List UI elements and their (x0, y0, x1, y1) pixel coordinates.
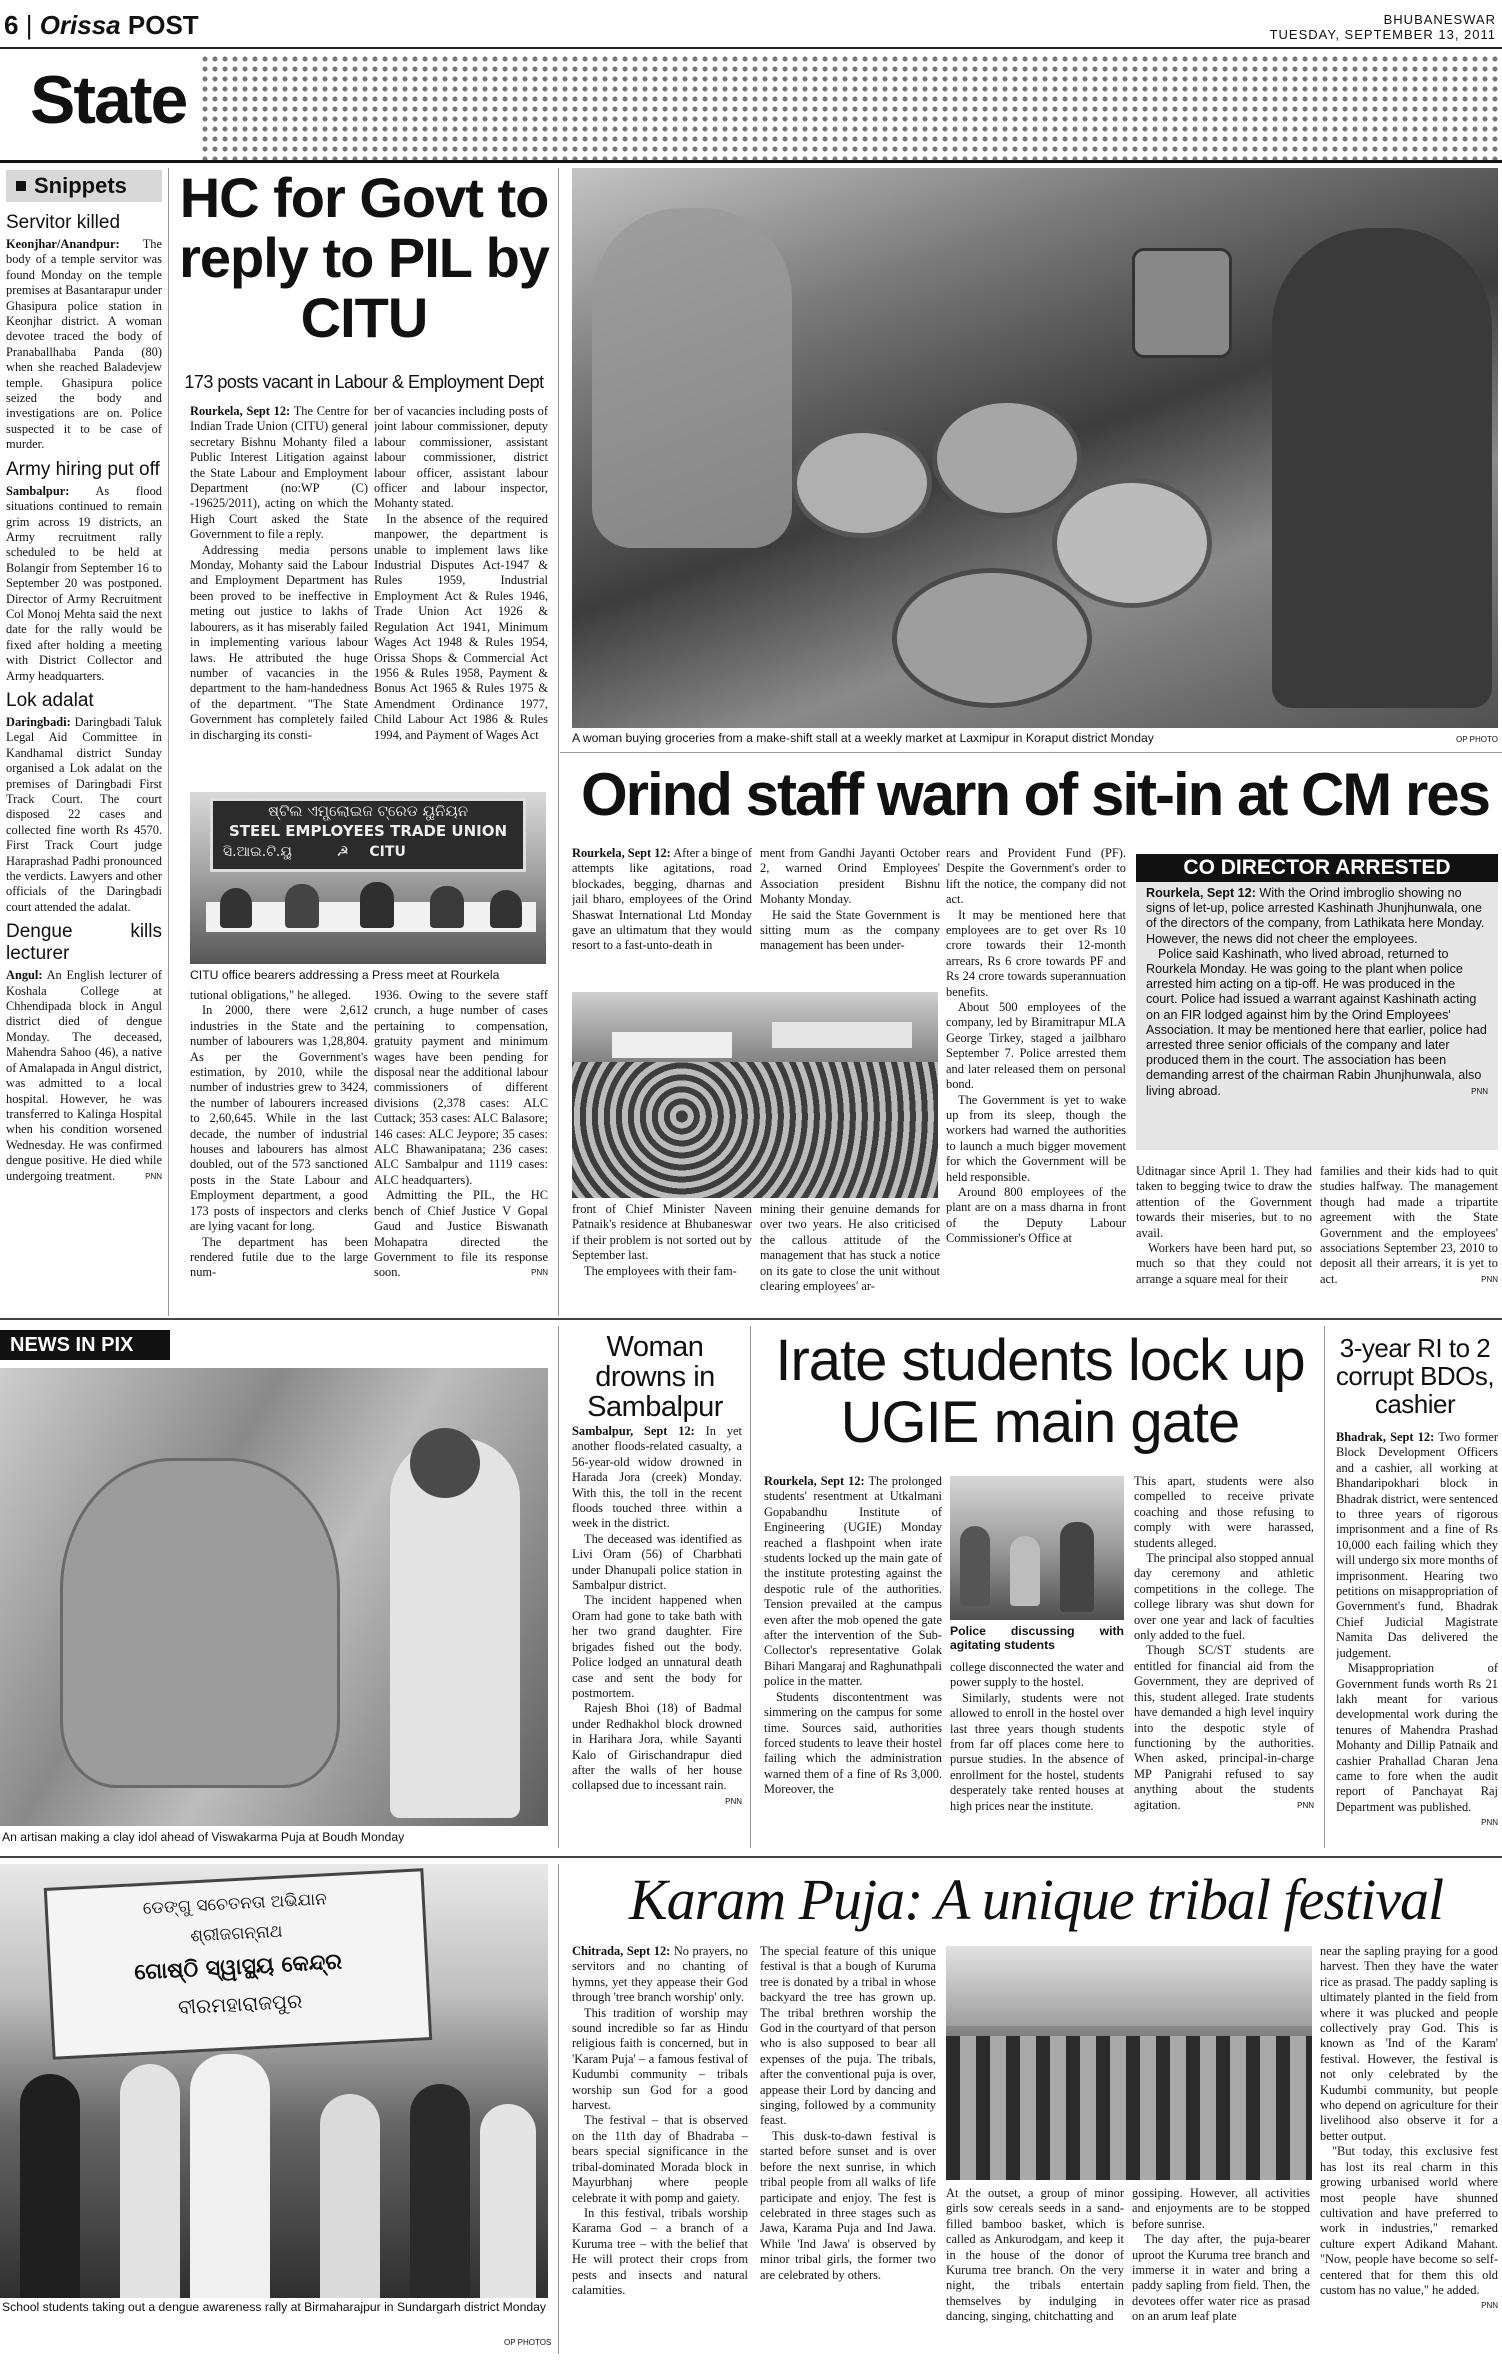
co-box-dateline: Rourkela, Sept 12: (1146, 886, 1256, 900)
crowd (572, 1062, 938, 1198)
city-name: BHUBANESWAR (1383, 12, 1496, 27)
karam-text: "But today, this exclusive fest has lost its real charm in this growing urbanised world where most people have shunned cultivation and have preferred to work in industries," remarked culture expert Adikand Mahant. "Now, people have become so self-centered that for them this old custom has no value," he added. (1320, 2144, 1498, 2297)
row-rule (560, 752, 1502, 753)
trees-background (946, 1946, 1312, 2026)
basket (792, 428, 932, 538)
agency-tag: PNN (1481, 2301, 1498, 2311)
clay-idol (60, 1458, 340, 1788)
snippet-headline: Servitor killed (6, 212, 121, 233)
hc-column-4 (374, 988, 548, 1304)
column-rule (1324, 1326, 1325, 1848)
orind-column-2 (760, 846, 940, 986)
co-director-box (1136, 854, 1498, 1150)
agency-tag: PNN (1297, 1800, 1314, 1810)
orind-text: He said the State Government is sitting mum as the company management has been under- (760, 907, 940, 953)
clay-idol-caption: An artisan making a clay idol ahead of Viswakarma Puja at Boudh Monday (2, 1830, 405, 1844)
snippet-text: The body of a temple servitor was found Monday on the temple premises at Basantarapur under Ghasipura police station in Keonjhar district. A woman devotee traced the body of Pranaballhaba Panda (80) when she reached Baladevjew temple. Ghasipura police seized the body and investigations are on. Police suspected it to be case of murder. (6, 237, 162, 452)
person-figure (430, 886, 464, 928)
orind-text: Workers have been hard put, so much so that they could not arrange a square meal for their (1136, 1241, 1312, 1286)
hc-dateline: Rourkela, Sept 12: (190, 404, 291, 418)
snippet-text: Daringbadi Taluk Legal Aid Committee in Kandhamal district Sunday organised a Lok adalat on the premises of Daringbadi First Track Court. The court disposed 22 cases and collected fine worth Rs 4570. First Track Court judge Haraprashad Padhi pronounced the verdicts. Lawyers and other officials of the Daringbadi court attended the adalat. (6, 714, 162, 914)
dateline-block (1270, 12, 1496, 42)
rally-banner-line-4: ବୀରମହାରାଜପୁର (177, 1988, 303, 2020)
section-title: State (30, 62, 187, 138)
karam-column-1 (572, 1944, 748, 2352)
irate-column-1 (764, 1474, 942, 1846)
tin-container (1132, 248, 1232, 358)
person-figure (360, 882, 394, 928)
karam-festival-photo (946, 1946, 1312, 2180)
placard (612, 1032, 732, 1058)
orind-column-5 (1320, 1164, 1498, 1306)
snippet-dateline: Daringbadi: (6, 714, 71, 729)
person-figure (1010, 1536, 1040, 1606)
student-figure (20, 2074, 80, 2298)
student-figure (120, 2064, 180, 2298)
top-rule (0, 47, 1502, 49)
hc-text: ber of vacancies including posts of joint labour commissioner, deputy labour commissioner, assistant labour commissioner, district labour officer, assistant labour officer and labour inspector, Mohanty stated. (374, 404, 548, 511)
photo-credit: OP PHOTO (1456, 735, 1498, 744)
irate-text: Students discontentment was simmering on the campus for some time. Sources said, authorities forced students to leave their hostel failing which the administration warned them of a fine of Rs 3,000. Moreover, the (764, 1689, 942, 1797)
hc-text: The Centre for Indian Trade Union (CITU) general secretary Bishnu Mohanty filed a Public Interest Litigation against the State Labour and Employment Department (no:WP (C) -19625/2011), acting on which the High Court asked the State Government to file a reply. (190, 404, 368, 542)
news-in-pix-label: NEWS IN PIX (0, 1330, 170, 1360)
rally-banner-line-3: ଗୋଷ୍ଠି ସ୍ୱାସ୍ଥ୍ୟ କେନ୍ଦ୍ର (133, 1949, 343, 1986)
basket (932, 398, 1082, 518)
orind-text: Uditnagar since April 1. They had taken to begging twice to draw the attention of the Government towards their miseries, but to no avail. (1136, 1164, 1312, 1240)
police-students-photo (950, 1476, 1124, 1620)
bdo-headline: 3-year RI to 2 corrupt BDOs, cashier (1335, 1333, 1495, 1419)
hc-column-3 (190, 988, 368, 1304)
irate-text: Though SC/ST students are entitled for financial aid from the Government, they are deprived of this, student alleged. Irate students have demanded a high level inquiry into the despotic style of functioning by the authorities. When asked, principal-in-charge MP Panigrahi refused to say anything about the students agitation. (1134, 1643, 1314, 1812)
karam-text: gossiping. However, all activities and enjoyments are to be stopped before sunrise. (1132, 2186, 1310, 2231)
snippet-headline: Lok adalat (6, 689, 94, 711)
student-figure (410, 2084, 470, 2298)
hc-column-2 (374, 404, 548, 784)
publication-name-suffix: POST (127, 10, 199, 40)
basket (1052, 478, 1212, 608)
karam-column-5 (1320, 1944, 1498, 2352)
hc-text: In the absence of the required manpower, the department is unable to implement laws like Industrial Disputes Act-1947 & Rules 1959, Industrial Employment Act & Rules 1946, Trade Union Act 1926 & Regulation Act 1941, Minimum Wages Act 1948 & Rules 1954, Orissa Shops & Commercial Act 1956 & Rules 1958, Payment & Bonus Act 1965 & Rules 1975 & Amendment Ordinance 1977, Child Labour Act 1986 & Rules 1994, and Payment of Wages Act (374, 511, 548, 742)
co-director-box-body (1136, 882, 1498, 1103)
hc-headline: HC for Govt to reply to PIL by CITU (179, 166, 549, 349)
teacher-figure (190, 2054, 270, 2298)
hc-deck: 173 posts vacant in Labour & Employment Dept (184, 372, 544, 392)
snippets-column (6, 208, 162, 1184)
basket (892, 568, 1092, 708)
orind-column-1 (572, 846, 752, 986)
bdo-text: Two former Block Development Officers and a cashier, all working at Bhandaripokhari block in Bhadrak district, were sentenced to three years of rigorous imprisonment and a fine of Rs 10,000 each failing which they will undergo six more months of imprisonment. Hearing two petitions on misappropriation of Government's fund, Bhadrak Chief Judicial Magistrate Namita Das delivered the judgement. (1336, 1430, 1498, 1660)
karam-text: In this festival, tribals worship Karama God – a branch of a Kuruma tree – with the belief that He will protect their crops from pests and insects and natural calamities. (572, 2205, 748, 2297)
irate-text: college disconnected the water and power supply to the hostel. (950, 1660, 1124, 1690)
karam-text: This dusk-to-dawn festival is started before sunset and is over before the next sunrise, in which tribal people from all walks of life participate and enjoy. The fest is celebrated in three stages such as Jawa, Karama Puja and Ind Jawa. While 'Ind Jawa' is observed by minor tribal girls, the former two are celebrated by others. (760, 2128, 936, 2282)
section-rule (0, 160, 1502, 163)
woman-figure (592, 208, 792, 548)
person-figure (285, 884, 319, 928)
woman-text: The incident happened when Oram had gone to take bath with her two grand daughter. Fire brigades fished out the body. Police lodged an unnatural death case and sent the body for postmortem. (572, 1593, 742, 1700)
karam-text: The day after, the puja-bearer uproot the Kuruma tree branch and immerse it in water and bring a paddy sapling from field. Then, the devotees offer water rice as prasad on an arum leaf plate (1132, 2232, 1310, 2324)
karam-column-2 (760, 1944, 936, 2352)
co-director-box-title: CO DIRECTOR ARRESTED (1136, 854, 1498, 882)
karam-dateline: Chitrada, Sept 12: (572, 1944, 671, 1958)
orind-text: It may be mentioned here that employees are to get over Rs 10 crore towards their 12-month arrears, Rs 6 crore towards PF and Rs 24 crore towards superannuation benefits. (946, 907, 1126, 999)
column-rule (558, 168, 559, 1316)
co-box-text: Police said Kashinath, who lived abroad, returned to Rourkela Monday. He was going to the plant when police arrested him acting on a tip-off. He was produced in the court. Police had issued a warrant against Kashinath acting on an FIR lodged against him by the Orind Employees' Association. It may be mentioned here that earlier, police had arrested three senior officials of the company and later produced them in the court. The association has been demanding arrest of the chairman Rabin Jhunjhunwala, also living abroad. (1146, 946, 1487, 1098)
placard (772, 1022, 912, 1048)
publication-name: Orissa (39, 10, 121, 40)
orind-text: families and their kids had to quit studies halfway. The management though had made a tripartite agreement with the State Government and the employees' associations September 23, 2010 to deposit all their arrears, it is yet to act. (1320, 1164, 1498, 1286)
karam-text: This tradition of worship may sound incredible so far as Hindu religious faith is concerned, but in 'Karam Puja' – a famous festival of Kudumbi community – tribals worship sun God for a good harvest. (572, 2005, 748, 2113)
bdo-text: Misappropriation of Government funds worth Rs 21 lakh meant for various developmental work during the tenures of Mahendra Prashad Mohanty and Dillip Patnaik and cashier Prahallad Charan Jena came to fore when the audit report of Panchayat Raj Department was published. (1336, 1661, 1498, 1814)
woman-text: The deceased was identified as Livi Oram (56) of Charbhati under Dhanupali police station in Sambalpur district. (572, 1531, 742, 1593)
woman-text: In yet another floods-related casualty, a 56-year-old widow drowned in Harada Jora (creek) Monday. With this, the toll in the recent floods touched three within a week in the district. (572, 1424, 742, 1531)
dengue-rally-photo (0, 1864, 548, 2298)
hc-column-1 (190, 404, 368, 784)
hc-text: 1936. Owing to the severe staff crunch, a huge number of cases pertaining to compensation, gratuity payment and minimum wages have been pending for disposal near the additional labour commissioners of different divisions (2,378 cases: ALC Cuttack; 353 cases: ALC Balasore; 146 cases: ALC Jeypore; 35 cases: ALC Bhawanipatana; 236 cases: ALC Sambalpur and 1119 cases: ALC headquarters). (374, 988, 548, 1187)
citu-banner-citu: CITU (369, 844, 406, 860)
orind-column-1b (572, 1202, 752, 1306)
karam-text: At the outset, a group of minor girls sow cereals seeds in a sand-filled bamboo basket, which is called as Ankurodgam, and keep it in the house of the donor of Kuruma tree branch. On the very night, the tribals entertain themselves by indulging in dancing, singing, chitchatting and (946, 2186, 1124, 2324)
orind-dharna-photo (572, 992, 938, 1198)
rally-banner-line-2: ଶ୍ରୀଜଗନ୍ନାଥ (189, 1921, 283, 1947)
karam-column-4 (1132, 2186, 1310, 2352)
hc-text: tutional obligations," he alleged. (190, 988, 351, 1002)
page-header: 6 | Orissa POST (4, 10, 199, 40)
karam-text: No prayers, no servitors and no chanting of hymns, yet they appease their God through 'tree branch worship' only. (572, 1944, 748, 2005)
snippet-text: As flood situations continued to remain grim across 19 districts, an Army recruitment rally scheduled to be held at Bolangir from September 16 to September 20 was postponed. Director of Army Recruitment Col Monoj Mehta said the next date for the rally would be fixed after holding a meeting with District Collector and Army headquarters. (6, 483, 162, 683)
agency-tag: PNN (1481, 1818, 1498, 1828)
orind-text: mining their genuine demands for over two years. He also criticised the callous attitude of the management that has stuck a notice on its gate to close the unit without clearing employees' ar- (760, 1202, 940, 1294)
orind-column-3 (946, 846, 1126, 1306)
agency-tag: PNN (145, 1171, 162, 1181)
snippet-text: An English lecturer of Koshala College at Chhendipada block in Angul district died of dengue Monday. The deceased, Mahendra Sahoo (46), a native of Amalapada in Angul district, was admitted to a local hospital. However, he was transferred to Kalinga Hospital when his condition worsened Wednesday. He was confirmed dengue positive. He died while undergoing treatment. (6, 968, 162, 1183)
snippet-dateline: Keonjhar/Anandpur: (6, 237, 120, 251)
woman-text: Rajesh Bhoi (18) of Badmal under Redhakhol block drowned in Harihara Jora, while Sayanti Kalo of Girischandrapur died after the walls of her house collapsed due to incessant rain. (572, 1701, 742, 1793)
karam-text: The festival – that is observed on the 11th day of Bhadraba – bears special significance in the tribal-dominated Morada block in Mayurbhanj where people celebrate it with pomp and gaiety. (572, 2113, 748, 2205)
karam-text: The special feature of this unique festival is that a bough of Kuruma tree is donated by a tribal in whose backyard the tree has grown up. The tribal brethren worship the God in the courtyard of that person who is also supposed to bear all expenses of the puja. The tribals, after the conventional puja is over, appease their Lord by dancing and singing, followed by a community feast. (760, 1944, 936, 2128)
snippet-headline: Army hiring put off (6, 458, 160, 480)
dot-pattern (200, 54, 1502, 160)
snippet-dateline: Sambalpur: (6, 483, 70, 498)
orind-text: rears and Provident Fund (PF). Despite the Government's order to lift the notice, the company did not act. (946, 846, 1126, 907)
hc-text: The department has been rendered futile due to the large num- (190, 1234, 368, 1280)
agency-tag: PNN (531, 1268, 548, 1278)
orind-text: front of Chief Minister Naveen Patnaik's residence at Bhubaneswar if their problem is not sorted out by September last. (572, 1202, 752, 1263)
issue-date: TUESDAY, SEPTEMBER 13, 2011 (1269, 27, 1496, 42)
police-students-caption: Police discussing with agitating students (950, 1624, 1124, 1652)
karam-column-3 (946, 2186, 1124, 2352)
person-figure (1060, 1522, 1094, 1612)
person-figure (220, 888, 252, 928)
person-figure (490, 890, 522, 928)
rally-banner (44, 1868, 432, 2060)
artisan-head (410, 1428, 480, 1498)
co-box-text: With the Orind imbroglio showing no signs of let-up, police arrested Kashinath Jhunjhunwala, one of the directors of the company, from Lathikata here Monday. However, the news did not cheer the employees. (1146, 886, 1485, 946)
orind-headline: Orind staff warn of sit-in at CM res (580, 761, 1490, 828)
market-photo (572, 168, 1498, 728)
clay-idol-photo (0, 1368, 548, 1826)
citu-banner-odia-2: ସି.ଆଇ.ଟି.ୟୁ (223, 844, 292, 860)
agency-tag: PNN (1471, 1086, 1488, 1096)
student-figure (480, 2104, 536, 2298)
orind-text: After a binge of attempts like agitations, road blockades, begging, dharnas and jail bharo, employees of the Orind Shaswat International Ltd Monday gave an ultimatum that they would resort to a fast-unto-death in (572, 846, 752, 953)
woman-column (572, 1424, 742, 1844)
snippet-dateline: Angul: (6, 968, 43, 983)
vendor-figure (1272, 228, 1492, 708)
orind-text: The employees with their fam- (584, 1263, 737, 1278)
orind-column-4 (1136, 1164, 1312, 1306)
person-figure (960, 1526, 990, 1606)
dengue-rally-caption: School students taking out a dengue awareness rally at Birmaharajpur in Sundargarh district Monday (2, 2300, 547, 2314)
citu-banner-english: STEEL EMPLOYEES TRADE UNION (228, 822, 508, 840)
karam-text: near the sapling praying for a good harvest. Then they have the water rice as prasad. The paddy sapling is ultimately planted in the field from where it was plucked and people collectively pray God. This is known as 'Ind of the Karam' festival. However, the festival is not only celebrated by the Kudumbi community, but people who depend on agriculture for their livelihood also observe it for a better output. (1320, 1944, 1498, 2143)
row-rule (0, 1856, 1502, 1858)
citu-photo-caption: CITU office bearers addressing a Press meet at Rourkela (190, 968, 500, 982)
irate-column-2 (950, 1660, 1124, 1846)
irate-text: The prolonged students' resentment at Utkalmani Gopabandhu Institute of Engineering (UGIE) Monday reached a flashpoint when irate students locked up the main gate of the institute protesting against the despotic rule of the authorities. Tension prevailed at the campus even after the mob opened the gate after the intervention of the Sub-Collector's representative Golak Bihari Mangaraj and Raghunathpali police in the matter. (764, 1474, 942, 1689)
citu-press-meet-photo (190, 792, 546, 964)
agency-tag: PNN (725, 1796, 742, 1806)
dancers-row (946, 2036, 1312, 2180)
page-number: 6 (4, 10, 19, 40)
rally-banner-line-1: ଡେଙ୍ଗୁ ସଚେତନତା ଅଭିଯାନ (142, 1889, 328, 1919)
orind-text: About 500 employees of the company, led by Biramitrapur MLA George Tirkey, staged a jailbharo September 7. Police arrested them and later released them on personal bond. (946, 1000, 1126, 1092)
orind-text: ment from Gandhi Jayanti October 2, warned Orind Employees' Association president Bishnu Mohanty Monday. (760, 846, 940, 907)
column-rule (168, 168, 169, 1316)
bdo-column (1336, 1430, 1498, 1846)
orind-text: Around 800 employees of the plant are on a mass dharna in front of the Deputy Labour Commissioner's Office at (946, 1184, 1126, 1246)
irate-column-3 (1134, 1474, 1314, 1846)
orind-dateline: Rourkela, Sept 12: (572, 846, 671, 860)
student-figure (320, 2094, 380, 2298)
hc-text: Admitting the PIL, the HC bench of Chief Justice V Gopal Gaud and Justice Biswanath Mohapatra directed the Government to file its response soon. (374, 1188, 548, 1280)
irate-text: This apart, students were also compelled to receive private coaching and those refusing to comply with were harassed, students alleged. (1134, 1474, 1314, 1550)
photo-credit: OP PHOTOS (504, 2338, 552, 2347)
hc-text: Addressing media persons Monday, Mohanty said the Labour and Employment Department has been proved to be ineffective in meting out justice to lakhs of labourers, as it has miserably failed in implementing various labour laws. He attributed the huge number of vacancies in the department to the ham-handedness of the department. "The State Government has completely failed in discharging its consti- (190, 542, 368, 742)
snippet-headline: Dengue kills lecturer (6, 921, 162, 965)
irate-text: The principal also stopped annual day ceremony and athletic competitions in the college. The college library was shut down for over one year and lack of faculties only added to the fuel. (1134, 1551, 1314, 1643)
karam-headline: Karam Puja: A unique tribal festival (628, 1867, 1444, 1932)
irate-text: Similarly, students were not allowed to enroll in the hostel over last three years though students from far off places come here to pursue studies. In the absence of enrollment for the hostel, students desperately take rented houses at high prices near the institute. (950, 1690, 1124, 1813)
woman-headline: Woman drowns in Sambalpur (587, 1331, 723, 1423)
column-rule (558, 1326, 559, 1848)
snippets-label: Snippets (6, 170, 162, 202)
market-photo-caption: A woman buying groceries from a make-shift stall at a weekly market at Laxmipur in Koraput district Monday (572, 731, 1154, 745)
irate-headline: Irate students lock up UGIE main gate (775, 1328, 1305, 1455)
hc-text: In 2000, there were 2,612 industries in the State and the number of labourers was 1,28,804. As per the Government's estimation, by 2010, while the number of industries grew to 3424, the number of labourers increased to 2,60,645. While in the last decade, the number of industrial houses and labourers has almost doubled, out of the 573 sanctioned posts in the State Labour and Employment department, a good 173 posts of inspectors and clerks are lying vacant for long. (190, 1003, 368, 1234)
woman-dateline: Sambalpur, Sept 12: (572, 1424, 695, 1438)
column-rule (750, 1326, 751, 1848)
row-rule (0, 1318, 1502, 1320)
orind-text: The Government is yet to wake up from its sleep, though the workers had warned the authorities to launch a much bigger movement for which the Government will be held responsible. (946, 1092, 1126, 1184)
citu-banner: ଷ୍ଟିଲ ଏମ୍ପ୍ଲୋଇଜ ଟ୍ରେଡ ୟୁନିୟନ STEEL EMPLOYEES TRADE UNION ସି.ଆଇ.ଟି.ୟୁ ☭ CITU (210, 798, 526, 872)
orind-column-2b (760, 1202, 940, 1306)
agency-tag: PNN (1481, 1274, 1498, 1284)
citu-banner-odia: ଷ୍ଟିଲ ଏମ୍ପ୍ଲୋଇଜ ଟ୍ରେଡ ୟୁନିୟନ (267, 802, 469, 820)
column-rule (558, 1864, 559, 2354)
irate-dateline: Rourkela, Sept 12: (764, 1474, 865, 1488)
bdo-dateline: Bhadrak, Sept 12: (1336, 1430, 1435, 1444)
